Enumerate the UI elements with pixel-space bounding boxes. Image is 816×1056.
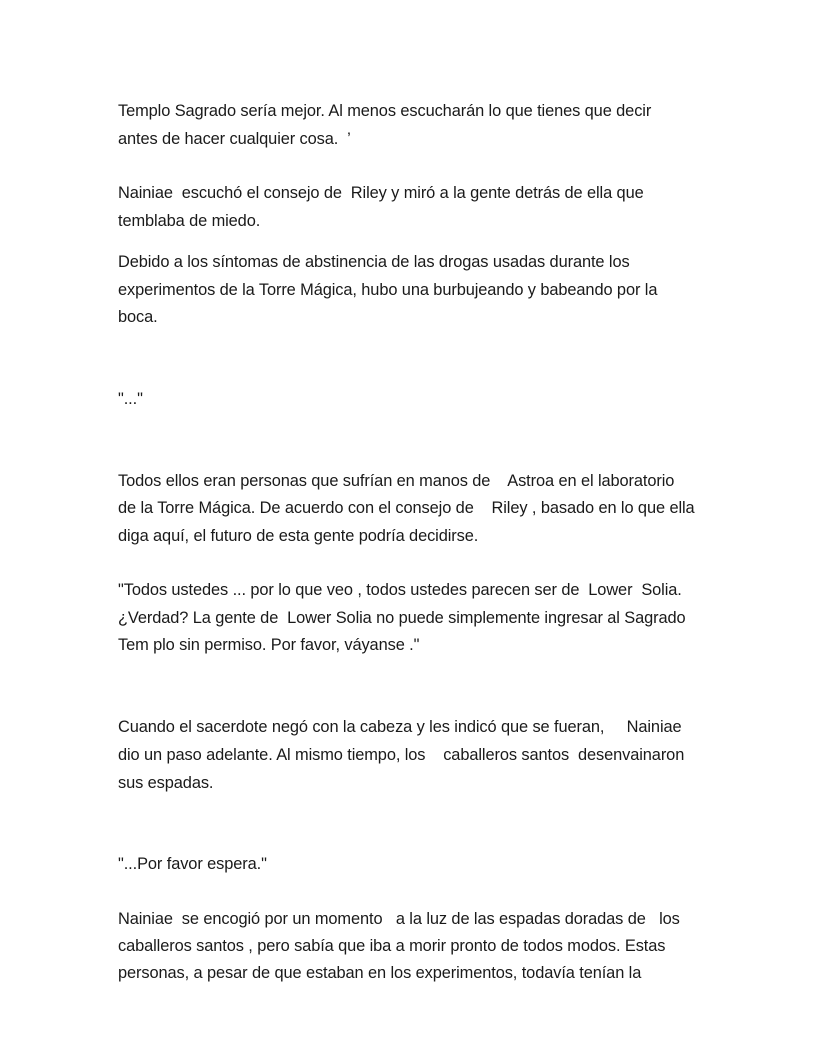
text-line: "...Por favor espera." (118, 855, 267, 873)
text-line: Debido a los síntomas de abstinencia de las drogas usadas durante los (118, 253, 630, 271)
text-line: temblaba de miedo. (118, 212, 261, 230)
text-line: Nainiae escuchó el consejo de Riley y miró a la gente detrás de ella que (118, 184, 644, 202)
text-line: Templo Sagrado sería mejor. Al menos escucharán lo que tienes que decir (118, 102, 652, 120)
text-line: antes de hacer cualquier cosa. ’ (118, 130, 351, 148)
text-line: caballeros santos , pero sabía que iba a morir pronto de todos modos. Estas (118, 937, 666, 955)
text-line: experimentos de la Torre Mágica, hubo una burbujeando y babeando por la (118, 281, 658, 299)
text-line: "Todos ustedes ... por lo que veo , todos ustedes parecen ser de Lower Solia. (118, 581, 682, 599)
text-line: "..." (118, 390, 143, 408)
text-line: dio un paso adelante. Al mismo tiempo, los caballeros santos desenvainaron (118, 746, 685, 764)
text-line: Tem plo sin permiso. Por favor, váyanse ." (118, 636, 420, 654)
text-line: Cuando el sacerdote negó con la cabeza y les indicó que se fueran, Nainiae (118, 718, 682, 736)
text-line: Todos ellos eran personas que sufrían en manos de Astroa en el laboratorio (118, 472, 675, 490)
text-line: boca. (118, 308, 158, 326)
text-line: de la Torre Mágica. De acuerdo con el consejo de Riley , basado en lo que ella (118, 499, 695, 517)
text-line: diga aquí, el futuro de esta gente podría decidirse. (118, 527, 479, 545)
text-line: personas, a pesar de que estaban en los experimentos, todavía tenían la (118, 964, 642, 982)
text-line: ¿Verdad? La gente de Lower Solia no puede simplemente ingresar al Sagrado (118, 609, 686, 627)
text-line: sus espadas. (118, 774, 214, 792)
text-line: Nainiae se encogió por un momento a la luz de las espadas doradas de los (118, 910, 680, 928)
